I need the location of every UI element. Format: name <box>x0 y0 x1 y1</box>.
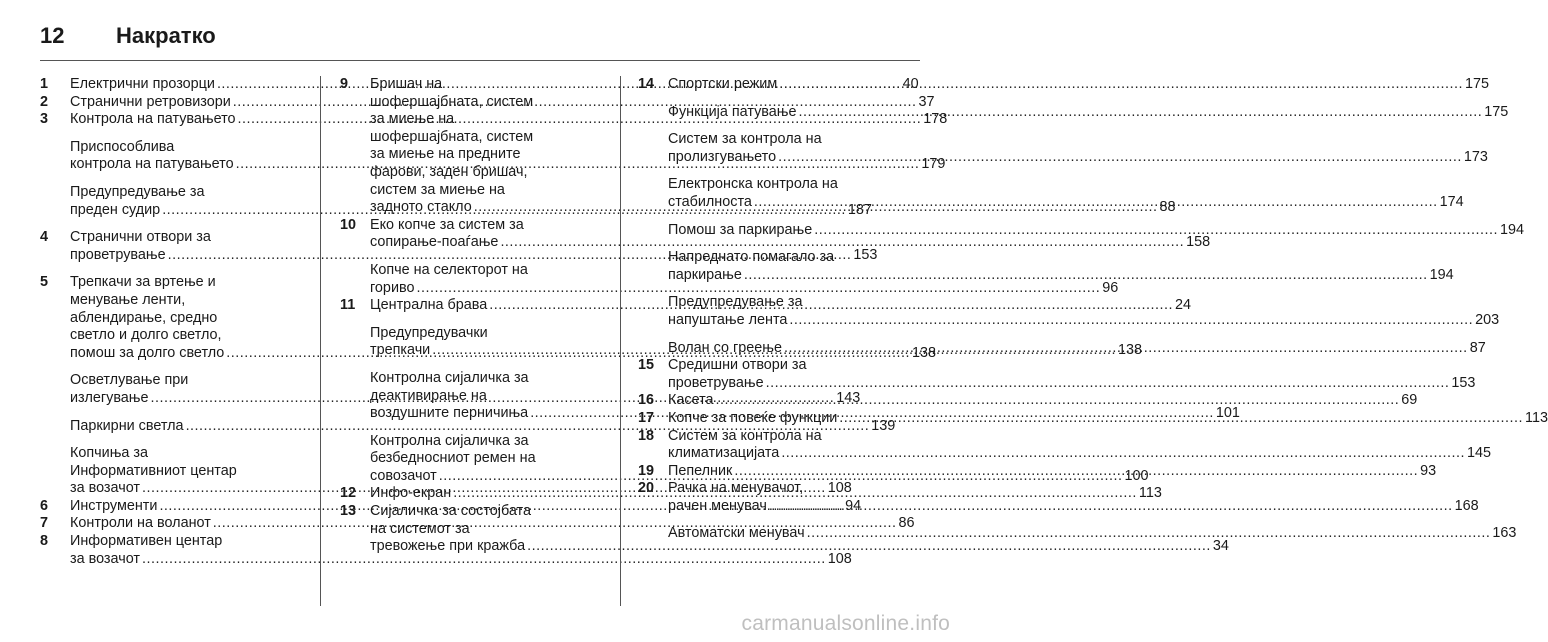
page-reference: 143 <box>836 389 861 406</box>
dot-leader <box>767 498 1455 516</box>
entry-label: Информативниот центар <box>70 462 237 479</box>
entry-label: Трепкачи за вртење и <box>70 274 216 291</box>
page-reference: 175 <box>1464 76 1489 92</box>
page-reference: 113 <box>1525 409 1548 426</box>
item-number: 13 <box>340 503 357 520</box>
entry-label: контрола на патувањето <box>70 156 234 173</box>
entry-label: совозачот <box>370 467 437 484</box>
index-entry <box>638 427 1492 463</box>
entry-line <box>668 312 1499 330</box>
entry-label: светло и долго светло, <box>70 327 222 344</box>
entry-text <box>668 357 1475 392</box>
entry-line <box>668 498 1479 516</box>
entry-line <box>668 222 1524 240</box>
entry-label: Рачка на менувачот, <box>668 480 804 497</box>
entry-label: рачен менувач <box>668 497 767 514</box>
item-number <box>40 139 70 174</box>
entry-line <box>668 104 1508 122</box>
entry-label: гориво <box>370 279 415 296</box>
entry-label: за возачот <box>70 480 140 497</box>
entry-label: систем за миење на <box>370 181 505 198</box>
entry-label: Средишни отвори за <box>668 357 807 374</box>
dot-leader <box>777 76 1465 94</box>
entry-line <box>668 389 1418 410</box>
entry-label: Предупредување за <box>70 183 205 200</box>
entry-label: трепкачи <box>370 342 431 359</box>
entry-label: Волан со греење <box>668 339 782 356</box>
item-number: 2 <box>40 93 49 110</box>
item-number: 4 <box>40 229 49 246</box>
entry-label: Контролна сијаличка за <box>370 432 529 449</box>
page-reference: 88 <box>1159 199 1176 216</box>
entry-line <box>668 149 1488 167</box>
entry-label: климатизацијата <box>668 445 780 462</box>
item-number: 10 <box>340 216 357 233</box>
index-entry <box>638 357 1476 392</box>
entry-text <box>668 222 1524 240</box>
entry-label: Приспособлива <box>70 138 175 155</box>
entry-label: тревожење при кражба <box>370 538 526 555</box>
entry-label: помош за долго светло <box>70 344 225 361</box>
page-reference: 139 <box>871 417 896 434</box>
entry-label: за возачот <box>70 550 140 567</box>
page-reference: 37 <box>918 93 935 110</box>
page-reference: 101 <box>1215 405 1240 422</box>
page-reference: 145 <box>1467 445 1492 462</box>
page-number: 12 <box>40 23 65 48</box>
dot-leader <box>742 267 1430 285</box>
entry-label: шофершајбната, систем <box>370 93 534 110</box>
entry-label: за миење на <box>370 111 455 128</box>
entry-label: аблендирање, средно <box>70 309 218 326</box>
entry-text <box>668 246 1454 284</box>
index-entry <box>638 246 1454 284</box>
entry-label: пролизгувањето <box>668 148 777 165</box>
entry-label: Копчиња за <box>70 445 149 462</box>
page-reference: 96 <box>1102 279 1119 296</box>
entry-label: Помош за паркирање <box>668 221 813 238</box>
item-number <box>638 249 668 284</box>
dot-leader <box>764 375 1452 393</box>
entry-label: Предупредување за <box>668 294 803 311</box>
entry-text <box>668 104 1508 122</box>
entry-label: фарови, заден бришач, <box>370 163 528 180</box>
page-reference: 153 <box>1451 374 1476 391</box>
entry-label: задното стакло <box>370 199 472 216</box>
entry-text <box>668 340 1486 358</box>
entry-label: Странични ретровизори <box>70 93 231 110</box>
dot-leader <box>812 222 1500 240</box>
dot-leader <box>796 104 1484 122</box>
entry-line <box>668 131 1488 149</box>
item-number: 14 <box>638 76 655 92</box>
page-reference: 194 <box>1429 266 1454 283</box>
item-number <box>340 262 370 297</box>
item-number <box>340 433 370 486</box>
entry-label: на системот за <box>370 520 470 537</box>
entry-label: безбедносниот ремен на <box>370 450 536 467</box>
item-number <box>40 372 70 407</box>
entry-label: сопирање-поаѓање <box>370 234 499 251</box>
entry-label: Сијаличка за состојбата <box>370 503 531 520</box>
item-number <box>638 176 668 211</box>
entry-line <box>668 246 1454 267</box>
entry-label: Странични отвори за <box>70 229 211 246</box>
entry-line <box>668 445 1491 463</box>
page-reference: 138 <box>912 344 937 361</box>
entry-text <box>668 463 1436 481</box>
item-number <box>638 525 668 543</box>
dot-leader <box>805 525 1493 543</box>
page-reference: 34 <box>1212 538 1229 555</box>
entry-line <box>668 76 1489 94</box>
index-entry <box>638 221 1524 240</box>
item-number: 12 <box>340 485 357 502</box>
item-number: 1 <box>40 76 49 92</box>
item-number <box>340 325 370 360</box>
entry-text <box>668 428 1491 463</box>
entry-label: Контролна сијаличка за <box>370 369 529 386</box>
item-number <box>638 222 668 240</box>
index-entry <box>638 525 1517 543</box>
header-divider <box>40 60 920 61</box>
page-reference: 175 <box>1484 103 1509 120</box>
page-reference: 108 <box>827 550 852 567</box>
entry-label: Контрола на патувањето <box>70 111 236 128</box>
item-number <box>638 131 668 166</box>
index-entry <box>638 389 1418 410</box>
item-number <box>638 294 668 329</box>
dot-leader <box>776 149 1464 167</box>
entry-label: шофершајбната, систем <box>370 128 534 145</box>
entry-label: паркирање <box>668 266 742 283</box>
item-number: 18 <box>638 427 655 444</box>
entry-line <box>668 267 1454 285</box>
dot-leader <box>782 340 1470 358</box>
entry-text <box>668 176 1464 211</box>
item-number: 16 <box>638 392 655 409</box>
entry-label: Касета <box>668 392 714 409</box>
entry-text <box>668 389 1418 410</box>
item-number <box>40 418 70 436</box>
entry-label: Предупредувачки <box>370 324 488 341</box>
item-number: 17 <box>638 409 655 426</box>
dot-leader <box>779 445 1467 463</box>
entry-line <box>668 480 1479 498</box>
entry-label: Пепелник <box>668 462 733 479</box>
page-reference: 187 <box>847 201 872 218</box>
dot-leader <box>787 312 1475 330</box>
page-title: Накратко <box>116 23 216 48</box>
entry-line <box>668 340 1486 358</box>
dot-leader <box>752 194 1440 212</box>
entry-line <box>668 428 1491 446</box>
entry-label: Електрични прозорци <box>70 76 215 92</box>
entry-line <box>668 294 1499 312</box>
page-reference: 179 <box>921 156 946 173</box>
entry-line <box>668 410 1548 428</box>
entry-label: Копче на селекторот на <box>370 261 528 278</box>
page-reference: 24 <box>1175 297 1192 314</box>
page-reference: 194 <box>1499 221 1524 238</box>
page-reference: 86 <box>898 515 915 532</box>
page-reference: 108 <box>827 480 852 497</box>
item-number: 6 <box>40 497 49 514</box>
dot-leader <box>714 389 1402 410</box>
page-reference: 203 <box>1475 311 1500 328</box>
entry-line <box>668 525 1516 543</box>
entry-label: Централна брава <box>370 297 488 314</box>
entry-label: Напреднато помагало за <box>668 249 835 266</box>
entry-text <box>668 131 1488 166</box>
entry-label: Паркирни светла <box>70 417 184 434</box>
item-number: 7 <box>40 515 49 532</box>
entry-label: деактивирање на <box>370 387 487 404</box>
entry-label: Копче за повеќе функции <box>668 409 838 426</box>
dot-leader <box>837 410 1525 428</box>
item-number: 3 <box>40 111 49 128</box>
item-number <box>40 184 70 219</box>
entry-text <box>668 76 1489 94</box>
entry-label: Инфо-екран <box>370 485 452 502</box>
entry-line <box>668 194 1464 212</box>
page-reference: 94 <box>845 497 862 514</box>
entry-line <box>668 176 1464 194</box>
entry-line <box>668 357 1475 375</box>
entry-label: напуштање лента <box>668 311 788 328</box>
column-divider <box>620 76 621 606</box>
entry-label: за миење на предните <box>370 146 521 163</box>
page-reference: 153 <box>853 246 878 263</box>
entry-text <box>668 294 1499 329</box>
entry-label: Контроли на воланот <box>70 515 211 532</box>
item-number: 5 <box>40 274 49 291</box>
entry-text <box>668 480 1479 515</box>
entry-label: Функција патување <box>668 103 797 120</box>
item-number: 19 <box>638 462 655 479</box>
page-reference: 163 <box>1492 525 1517 542</box>
column-divider <box>320 76 321 606</box>
entry-label: воздушните перничиња <box>370 405 529 422</box>
watermark-text: carmanualsonline.info <box>741 612 950 635</box>
entry-label: Автоматски менувач <box>668 525 805 542</box>
entry-label: Осветлување при <box>70 372 189 389</box>
page-reference: 100 <box>1124 467 1149 484</box>
page-reference: 174 <box>1439 193 1464 210</box>
entry-text <box>668 410 1548 428</box>
entry-label: проветрување <box>668 374 764 391</box>
page-reference: 158 <box>1186 234 1211 251</box>
page-reference: 173 <box>1463 148 1488 165</box>
item-number <box>40 445 70 498</box>
page-reference: 69 <box>1401 392 1418 409</box>
item-number: 20 <box>638 480 655 497</box>
entry-line <box>668 463 1436 481</box>
entry-label: преден судир <box>70 201 161 218</box>
page-reference: 113 <box>1138 485 1162 502</box>
entry-label: Инструменти <box>70 497 158 514</box>
page-reference: 87 <box>1469 339 1486 356</box>
entry-label: Систем за контрола на <box>668 427 822 444</box>
entry-label: Информативен центар <box>70 533 223 550</box>
entry-text <box>668 525 1516 543</box>
page-reference: 93 <box>1420 462 1437 479</box>
item-number: 15 <box>638 357 655 374</box>
entry-label: Систем за контрола на <box>668 131 822 148</box>
page-reference: 178 <box>923 111 948 128</box>
page-reference: 138 <box>1117 342 1142 359</box>
entry-label: Електронска контрола на <box>668 176 838 193</box>
entry-line <box>668 375 1475 393</box>
page-reference: 168 <box>1454 497 1479 514</box>
entry-label: Спортски режим <box>668 76 778 92</box>
item-number: 8 <box>40 533 49 550</box>
item-number <box>638 340 668 358</box>
item-number <box>340 370 370 423</box>
entry-label: проветрување <box>70 246 166 263</box>
item-number <box>638 104 668 122</box>
dot-leader <box>732 463 1420 481</box>
entry-label: менување ленти, <box>70 291 186 308</box>
entry-label: Бришач на <box>370 76 443 92</box>
entry-label: Еко копче за систем за <box>370 216 524 233</box>
item-number: 9 <box>340 76 349 92</box>
page-reference: 40 <box>902 76 919 92</box>
page-header <box>40 16 216 56</box>
item-number: 11 <box>340 297 356 314</box>
entry-label: стабилноста <box>668 193 752 210</box>
entry-label: излегување <box>70 389 149 406</box>
